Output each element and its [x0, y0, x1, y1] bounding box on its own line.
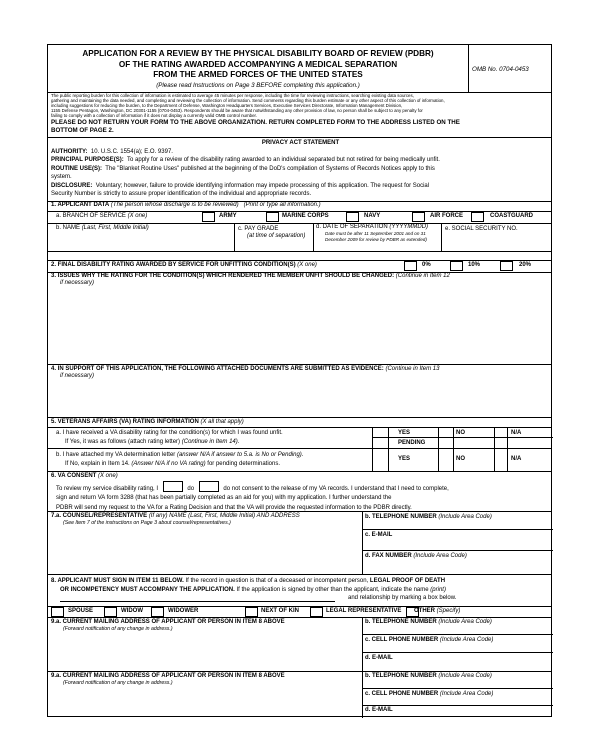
section-9-label: 9.a. CURRENT MAILING ADDRESS OF APPLICANT OR PERSON IN ITEM 8 ABOVE (Forward notification of any change in address.) [51, 619, 285, 633]
va-a-pending: PENDING [398, 440, 426, 446]
section-6-label: 6. VA CONSENT (X one) [51, 473, 118, 479]
branch-checkbox-marine-corps[interactable] [266, 212, 279, 222]
instructions-note: (Please read Instructions on Page 3 BEFORE completing this application.) [156, 82, 360, 89]
branch-air-force: AIR FORCE [430, 213, 463, 219]
relation-widower-checkbox[interactable] [151, 607, 164, 617]
counsel-phone-label: b. TELEPHONE NUMBER (Include Area Code) [365, 514, 492, 520]
mailing-address-field[interactable] [51, 637, 359, 669]
pay-grade-label: c. PAY GRADE (at time of separation) [238, 226, 306, 240]
signer-name-field[interactable] [60, 598, 335, 602]
va-item-b: b. I have attached my VA determination letter (answer N/A if answer to 5.a. is No or Pending). If No, explain in Item 14. (Answer N/A if no VA rating) for pending determinations. [56, 452, 304, 467]
relation-next-of-kin: NEXT OF KIN [261, 608, 300, 614]
va-b-yes: YES [398, 456, 411, 462]
relation-other: OTHER (Specify) [414, 608, 461, 614]
section-9-label-repeat: 9.a. CURRENT MAILING ADDRESS OF APPLICANT OR PERSON IN ITEM 8 ABOVE (Forward notification of any change in address.) [51, 673, 285, 687]
counsel-email-label: c. E-MAIL [365, 532, 393, 538]
form-title [48, 49, 468, 81]
date-of-separation-label: d. DATE OF SEPARATION (YYYYMMDD) Date must be after 11 September 2001 and on 31 December 2009 for review by PDBR as extended) [316, 224, 429, 243]
mailing-address-field-2[interactable] [51, 691, 359, 715]
return-warning: PLEASE DO NOT RETURN YOUR FORM TO THE ABOVE ORGANIZATION. RETURN COMPLETED FORM TO THE ADDRESS LISTED ON THE BOTTOM OF PAGE 2. [51, 119, 460, 134]
rating-10-percent: 10% [468, 262, 481, 268]
name-field[interactable] [52, 233, 232, 243]
section-5-label: 5. VETERANS AFFAIRS (VA) RATING INFORMATION (X all that apply) [51, 419, 244, 425]
rating-0-percent: 0% [422, 262, 431, 268]
rating-checkbox-10[interactable] [450, 261, 463, 271]
omb-number: OMB No. 0704-0453 [472, 66, 529, 73]
branch-coast-guard: COASTGUARD [490, 213, 533, 219]
relation-widow: WIDOW [121, 608, 143, 614]
burden-statement: The public reporting burden for this collection of information is estimated to average 45 minutes per response, including the time for reviewing instructions, searching existing data sources, gathering and maintaining the data needed, and completing and reviewing the collection of information. Send comments regarding this burden estimate or any other aspect of this collection of information, including suggestions for reducing the burden, to the Department of Defense, Washington Headquarters Services, Executive Services Directorate, Information Management Division, 1155 Defense Pentagon, Washington, DC 20301-1155 (0704-0453). Respondents should be aware that notwithstanding any other provision of law, no person shall be subject to any penalty for failing to comply with a collection of information if it does not display a currently valid OMB control number. [51, 93, 445, 118]
counsel-address-field[interactable] [51, 531, 359, 571]
rating-20-percent: 20% [519, 262, 532, 268]
va-a-yes: YES [398, 430, 411, 436]
relation-widower: WIDOWER [168, 608, 199, 614]
branch-army: ARMY [219, 213, 237, 219]
section-7-label: 7.a. COUNSEL/REPRESENTATIVE (If any) NAME (Last, First, Middle Initial) AND ADDRESS (See Item 7 of the instructions on Page 3 about counsel/representatives.) [51, 513, 300, 527]
section-1-header: 1. APPLICANT DATA (The person whose discharge is to be reviewed) (Print or type all information.) [51, 202, 321, 208]
consent-do-checkbox[interactable] [163, 481, 183, 492]
name-label: b. NAME (Last, First, Middle Initial) [56, 225, 149, 231]
section-2-label: 2. FINAL DISABILITY RATING AWARDED BY SERVICE FOR UNFITTING CONDITION(S) (X one) [51, 262, 317, 268]
va-a-pending-checkbox[interactable] [374, 438, 387, 448]
rating-checkbox-20[interactable] [500, 261, 513, 271]
applicant-cell-label-2: c. CELL PHONE NUMBER (Include Area Code) [365, 691, 494, 697]
relation-spouse-checkbox[interactable] [51, 607, 64, 617]
va-a-na: N/A [511, 430, 522, 436]
va-b-no: NO [456, 456, 465, 462]
rating-checkbox-0[interactable] [404, 261, 417, 271]
section-3-issues-field[interactable] [51, 290, 549, 360]
privacy-statement: AUTHORITY: 10. U.S.C. 1554(a); E.O. 9397. PRINCIPAL PURPOSE(S): To apply for a review of the disability rating awarded to an individual separated but not retired for being medically unfit. ROUTINE USE(S): The "Blanket Routine Uses" published at the beginning of the DoD's compilation of Systems of Records Notices apply to this system. DISCLOSURE: Voluntary; however, failure to provide identifying information may impede processing of this application. The request for Social Security Number is strictly to assure proper identification of the individual and appropriate records. [51, 149, 440, 198]
section-4-evidence-field[interactable] [51, 383, 549, 414]
relation-widow-checkbox[interactable] [104, 607, 117, 617]
va-b-yes-checkbox[interactable] [374, 453, 387, 463]
va-a-no: NO [456, 430, 465, 436]
applicant-cell-label: c. CELL PHONE NUMBER (Include Area Code) [365, 637, 494, 643]
relation-next-of-kin-checkbox[interactable] [245, 607, 258, 617]
branch-marine-corps: MARINE CORPS [282, 213, 329, 219]
counsel-fax-label: d. FAX NUMBER (Include Area Code) [365, 553, 467, 559]
branch-checkbox-coast-guard[interactable] [471, 212, 484, 222]
branch-of-service-label: a. BRANCH OF SERVICE (X one) [56, 213, 148, 219]
relation-legal-representative: LEGAL REPRESENTATIVE [326, 608, 402, 614]
branch-checkbox-air-force[interactable] [412, 212, 425, 222]
title-line-3: FROM THE ARMED FORCES OF THE UNITED STATES [153, 70, 363, 79]
privacy-title: PRIVACY ACT STATEMENT [261, 140, 340, 146]
branch-checkbox-army[interactable] [202, 212, 215, 222]
va-a-yes-checkbox[interactable] [374, 428, 387, 438]
title-line-2: OF THE RATING AWARDED ACCOMPANYING A MEDICAL SEPARATION [118, 59, 398, 69]
ssn-field[interactable] [444, 235, 550, 247]
applicant-email-label-2: d. E-MAIL [365, 707, 393, 713]
applicant-email-label: d. E-MAIL [365, 655, 393, 661]
section-4-label: 4. IN SUPPORT OF THIS APPLICATION, THE FOLLOWING ATTACHED DOCUMENTS ARE SUBMITTED AS EVIDENCE: (Continue in Item 13 if necessary) [51, 366, 440, 380]
va-item-a: a. I have received a VA disability rating for the condition(s) for which I was found unfit. If Yes, it was as follows (attach rating letter) (Continue in Item 14). [56, 430, 283, 445]
relation-legal-rep-checkbox[interactable] [310, 607, 323, 617]
relationship-instruction: and relationship by marking a box below. [348, 595, 457, 601]
title-line-1: APPLICATION FOR A REVIEW BY THE PHYSICAL DISABILITY BOARD OF REVIEW (PDBR) [82, 49, 434, 58]
section-3-label: 3. ISSUES WHY THE RATING FOR THE CONDITION(S) WHICH RENDERED THE MEMBER UNFIT SHOULD BE CHANGED: (Continue in Item 12 if necessary) [51, 273, 450, 287]
va-b-na: N/A [511, 456, 522, 462]
section-8-text: 8. APPLICANT MUST SIGN IN ITEM 11 BELOW. If the record in question is that of a deceased or incompetent person, LEGAL PROOF OF DEATH OR INCOMPETENCY MUST ACCOMPANY THE APPLICATION. If the application is signed by other than the applicant, indicate the name (print) [51, 578, 446, 593]
branch-checkbox-navy[interactable] [346, 212, 359, 222]
consent-do-not-checkbox[interactable] [199, 481, 219, 492]
va-consent-text: To review my service disability rating, I do do not consent to the release of my VA records. I understand that I need to complete, sign and return VA form 3288 (that has been partially completed as an aid for you) with my application. I further understand the PDBR will send my request to the VA for a Rating Decision and that the VA will provide the requested information to the PDBR directly. [56, 481, 449, 513]
pdbr-application-form [47, 44, 552, 717]
relation-spouse: SPOUSE [68, 608, 94, 614]
applicant-phone-label: b. TELEPHONE NUMBER (Include Area Code) [365, 619, 492, 625]
applicant-phone-label-2: b. TELEPHONE NUMBER (Include Area Code) [365, 673, 492, 679]
branch-navy: NAVY [364, 213, 381, 219]
ssn-label: e. SOCIAL SECURITY NO. [445, 226, 518, 232]
